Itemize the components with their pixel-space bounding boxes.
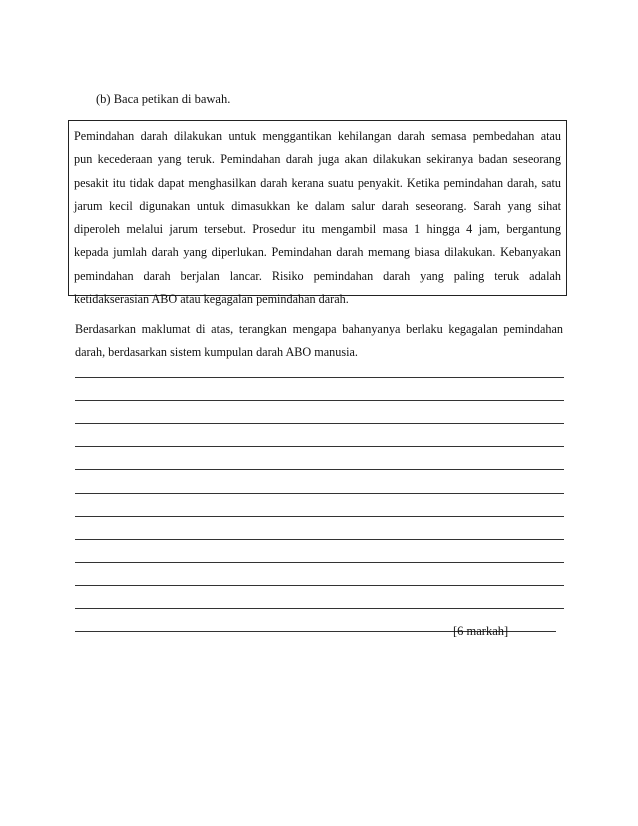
marks-label: [6 markah] <box>453 624 509 638</box>
passage-line: pun kecederaan yang teruk. Pemindahan darah juga akan dilakukan sekiranya badan seseorang <box>74 152 561 167</box>
question-line: Berdasarkan maklumat di atas, terangkan mengapa bahanyanya berlaku kegagalan pemindahan <box>75 322 563 336</box>
passage-line: pemindahan darah berjalan lancar. Risiko pemindahan darah yang paling teruk adalah <box>74 268 561 283</box>
answer-line[interactable] <box>75 500 564 523</box>
passage-line: ketidakserasian ABO atau kegagalan pemindahan darah. <box>74 292 349 307</box>
answer-line[interactable] <box>75 384 564 407</box>
passage-line: Pemindahan darah dilakukan untuk menggantikan kehilangan darah semasa pembedahan atau <box>74 129 561 143</box>
passage-box <box>68 120 567 307</box>
answer-line[interactable] <box>75 523 564 546</box>
answer-line[interactable] <box>75 407 564 430</box>
answer-line[interactable] <box>75 361 564 384</box>
passage-line: jarum kecil digunakan untuk dimasukkan ke dalam salur darah seseorang. Sarah yang sihat <box>74 198 561 213</box>
answer-line[interactable] <box>75 453 564 476</box>
answer-line[interactable] <box>75 592 564 615</box>
answer-line[interactable] <box>75 430 564 453</box>
answer-line[interactable] <box>75 569 564 592</box>
section-subheading: (b) Baca petikan di bawah. <box>96 92 231 106</box>
passage-line: kepada jumlah darah yang diperlukan. Pemindahan darah memang biasa dilakukan. Kebanyakan <box>74 245 561 260</box>
answer-line[interactable] <box>75 546 564 569</box>
answer-lines <box>75 361 564 638</box>
answer-line[interactable] <box>75 476 564 499</box>
question-text <box>75 318 563 365</box>
passage-line: pesakit itu tidak dapat menghasilkan darah kerana suatu penyakit. Ketika pemindahan darah, satu <box>74 175 561 190</box>
passage-line: diperoleh melalui jarum tersebut. Prosedur itu mengambil masa 1 hingga 4 jam, bergantung <box>74 222 561 237</box>
question-line: darah, berdasarkan sistem kumpulan darah ABO manusia. <box>75 345 358 360</box>
